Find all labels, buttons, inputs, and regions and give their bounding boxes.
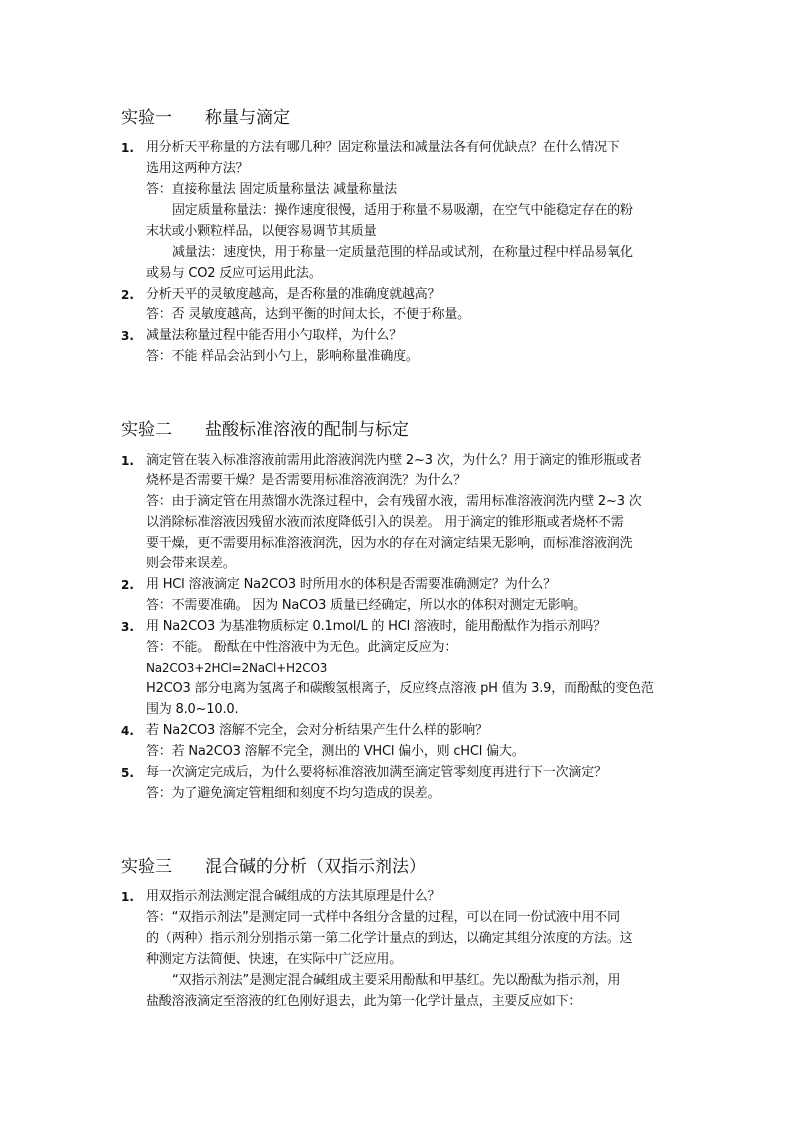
- answer-text: H2CO3 部分电离为氢离子和碳酸氢根离子，反应终点溶液 pH 值为 3.9，而酚酞的变色范: [146, 681, 654, 696]
- answer-text: 答：否 灵敏度越高，达到平衡的时间太长，不便于称量。: [146, 307, 470, 322]
- question-number: 2.: [121, 578, 134, 592]
- answer-text: 答：“双指示剂法”是测定同一式样中各组分含量的过程，可以在同一份试液中用不同: [146, 910, 620, 925]
- question-text: 分析天平的灵敏度越高，是否称量的准确度就越高？: [146, 287, 441, 302]
- section-heading: [121, 418, 409, 442]
- question-number: 5.: [121, 766, 134, 780]
- answer-text: 减量法：速度快，用于称量一定质量范围的样品或试剂，在称量过程中样品易氧化: [172, 245, 633, 260]
- answer-text: 答：不能。 酚酞在中性溶液中为无色。此滴定反应为：: [146, 640, 458, 655]
- answer-text: 的（两种）指示剂分别指示第一第二化学计量点的到达，以确定其组分浓度的方法。这: [146, 931, 633, 946]
- question-text: 用分析天平称量的方法有哪几种？固定称量法和减量法各有何优缺点？在什么情况下: [146, 140, 620, 155]
- section-heading: [121, 855, 426, 879]
- question-number: 2.: [121, 288, 134, 302]
- section-title: 称量与滴定: [205, 108, 290, 128]
- reaction-equation: Na2CO3+2HCl=2NaCl+H2CO3: [146, 661, 328, 675]
- answer-text: 则会带来误差。: [146, 556, 236, 571]
- answer-text: 答：不需要准确。 因为 NaCO3 质量已经确定，所以水的体积对测定无影响。: [146, 598, 587, 613]
- answer-text: 答：由于滴定管在用蒸馏水洗涤过程中，会有残留水液，需用标准溶液润洗内壁 2~3 次: [146, 494, 642, 509]
- section-title: 混合碱的分析（双指示剂法）: [205, 857, 426, 877]
- answer-text: 答：不能 样品会沾到小勺上，影响称量准确度。: [146, 349, 419, 364]
- answer-text: 末状或小颗粒样品，以便容易调节其质量: [146, 224, 377, 239]
- question-number: 1.: [121, 454, 134, 468]
- section-title: 盐酸标准溶液的配制与标定: [205, 420, 409, 440]
- question-text: 滴定管在装入标准溶液前需用此溶液润洗内壁 2~3 次，为什么？用于滴定的锥形瓶或者: [146, 453, 642, 468]
- question-text: 烧杯是否需要干燥？是否需要用标准溶液润洗？为什么？: [146, 473, 467, 488]
- answer-text: 答：为了避免滴定管粗细和刻度不均匀造成的误差。: [146, 786, 441, 801]
- section-number: 实验一: [121, 108, 172, 128]
- answer-text: 要干燥，更不需要用标准溶液润洗，因为水的存在对滴定结果无影响，而标准溶液润洗: [146, 536, 633, 551]
- question-number: 1.: [121, 141, 134, 155]
- answer-text: 盐酸溶液滴定至溶液的红色刚好退去，此为第一化学计量点，主要反应如下：: [146, 994, 582, 1009]
- question-text: 用 Na2CO3 为基准物质标定 0.1mol/L 的 HCl 溶液时，能用酚酞作为指示剂吗？: [146, 619, 606, 634]
- answer-text: 固定质量称量法：操作速度很慢，适用于称量不易吸潮，在空气中能稳定存在的粉: [172, 203, 633, 218]
- question-text: 每一次滴定完成后，为什么要将标准溶液加满至滴定管零刻度再进行下一次滴定？: [146, 765, 607, 780]
- answer-text: 答：直接称量法 固定质量称量法 减量称量法: [146, 182, 398, 197]
- question-text: 减量法称量过程中能否用小勺取样，为什么？: [146, 328, 403, 343]
- question-number: 1.: [121, 890, 134, 904]
- question-text: 用 HCl 溶液滴定 Na2CO3 时所用水的体积是否需要准确测定？为什么？: [146, 577, 556, 592]
- question-text: 若 Na2CO3 溶解不完全，会对分析结果产生什么样的影响？: [146, 723, 488, 738]
- question-number: 3.: [121, 329, 134, 343]
- question-number: 4.: [121, 724, 134, 738]
- answer-text: 种测定方法简便、快速，在实际中广泛应用。: [146, 952, 403, 967]
- question-number: 3.: [121, 620, 134, 634]
- section-heading: [121, 106, 290, 130]
- answer-text: 或易与 CO2 反应可运用此法。: [146, 266, 322, 281]
- question-text: 用双指示剂法测定混合碱组成的方法其原理是什么？: [146, 889, 441, 904]
- answer-text: 以消除标准溶液因残留水液而浓度降低引入的误差。 用于滴定的锥形瓶或者烧杯不需: [146, 515, 624, 530]
- answer-text: 围为 8.0~10.0.: [146, 702, 239, 717]
- section-number: 实验二: [121, 420, 172, 440]
- answer-text: “双指示剂法”是测定混合碱组成主要采用酚酞和甲基红。先以酚酞为指示剂，用: [172, 973, 621, 988]
- question-text: 选用这两种方法？: [146, 161, 249, 176]
- section-number: 实验三: [121, 857, 172, 877]
- answer-text: 答：若 Na2CO3 溶解不完全，测出的 VHCl 偏小，则 cHCl 偏大。: [146, 744, 525, 759]
